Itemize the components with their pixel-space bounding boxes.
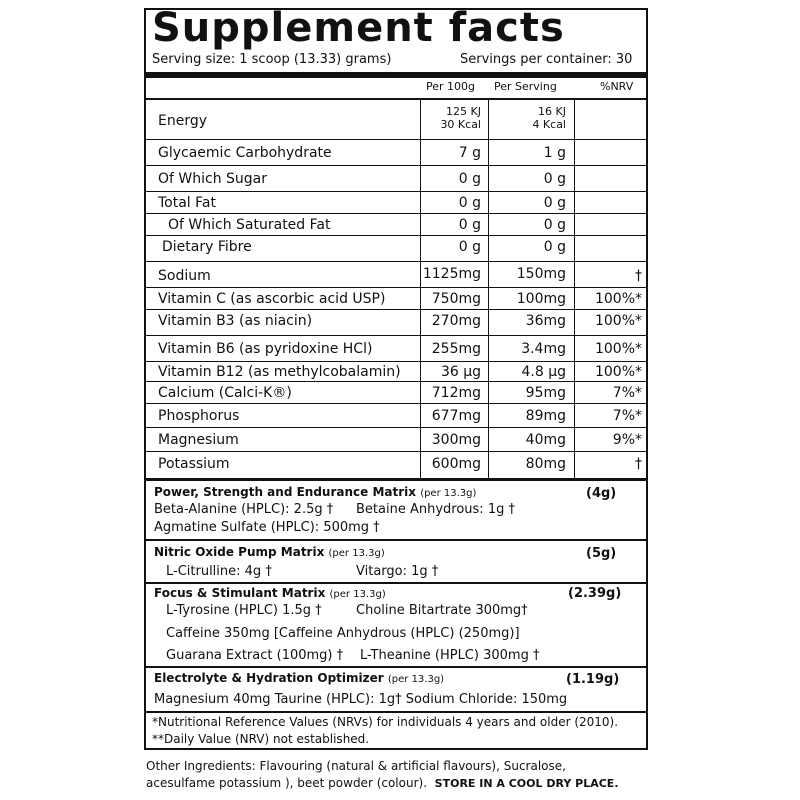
- servings-per-container: Servings per container: 30: [460, 52, 633, 67]
- nutrient-row: [146, 336, 646, 362]
- dv-footnote: **Daily Value (NRV) not established.: [152, 732, 370, 746]
- focus-matrix-per: (per 13.3g): [329, 589, 386, 600]
- row-per100: 0 g: [458, 195, 481, 211]
- column-divider: [574, 100, 575, 478]
- power-matrix-line: Beta-Alanine (HPLC): 2.5g †: [154, 502, 334, 517]
- row-nrv: †: [635, 456, 642, 472]
- row-label: Magnesium: [158, 432, 239, 448]
- nutrient-row: [146, 362, 646, 382]
- row-nrv: 100%*: [594, 291, 642, 307]
- nutrient-row: [146, 166, 646, 192]
- nutrient-row: [146, 382, 646, 404]
- electrolyte-matrix-per: (per 13.3g): [387, 674, 445, 685]
- row-nrv: †: [635, 268, 642, 284]
- row-per100: 0 g: [458, 171, 481, 187]
- row-per100: 7 g: [458, 145, 481, 161]
- nitric-matrix-line: Vitargo: 1g †: [356, 564, 439, 579]
- other-ingredients-text: acesulfame potassium ), beet powder (colour).: [146, 776, 428, 790]
- power-matrix-amount: (4g): [586, 486, 617, 501]
- nutrient-row: [146, 214, 646, 236]
- row-nrv: 100%*: [594, 313, 642, 329]
- other-ingredients-line-2: [146, 775, 619, 792]
- row-per100: 677mg: [431, 408, 481, 424]
- section-divider: [146, 539, 646, 541]
- nutrient-row: [146, 310, 646, 336]
- focus-matrix-line: L-Tyrosine (HPLC) 1.5g †: [166, 603, 322, 618]
- row-per100: 1125mg: [422, 266, 481, 282]
- row-label: Vitamin B12 (as methylcobalamin): [158, 364, 401, 380]
- energy-per100-kcal: 30 Kcal: [440, 118, 481, 131]
- row-serving: 0 g: [543, 195, 566, 211]
- column-header-per-serving: Per Serving: [494, 80, 557, 93]
- energy-serving-kcal: 4 Kcal: [532, 118, 566, 131]
- focus-matrix-line: Guarana Extract (100mg) †: [166, 648, 344, 663]
- row-serving: 95mg: [525, 385, 566, 401]
- row-serving: 36mg: [525, 313, 566, 329]
- nitric-matrix-name: Nitric Oxide Pump Matrix: [154, 545, 325, 559]
- electrolyte-matrix-name: Electrolyte & Hydration Optimizer: [154, 671, 384, 685]
- nutrient-row: [146, 428, 646, 452]
- row-label: Vitamin C (as ascorbic acid USP): [158, 291, 386, 307]
- row-serving: 1 g: [543, 145, 566, 161]
- electrolyte-matrix-amount: (1.19g): [566, 672, 620, 687]
- row-per100: 750mg: [431, 291, 481, 307]
- row-label: Phosphorus: [158, 408, 240, 424]
- thick-divider: [146, 72, 646, 78]
- row-serving: 0 g: [543, 217, 566, 233]
- focus-matrix-line: Choline Bitartrate 300mg†: [356, 603, 528, 618]
- row-per100: 712mg: [431, 385, 481, 401]
- focus-matrix-amount: (2.39g): [568, 586, 622, 601]
- row-serving: 0 g: [543, 239, 566, 255]
- nitric-matrix-title: [154, 545, 385, 561]
- nutrient-row: [146, 140, 646, 166]
- focus-matrix-name: Focus & Stimulant Matrix: [154, 586, 326, 600]
- power-matrix-title: [154, 485, 476, 501]
- power-matrix-per: (per 13.3g): [420, 488, 477, 499]
- section-divider: [146, 478, 646, 481]
- focus-matrix-title: [154, 586, 386, 602]
- column-header-per100: Per 100g: [426, 80, 476, 93]
- section-divider: [146, 666, 646, 668]
- power-matrix-name: Power, Strength and Endurance Matrix: [154, 485, 416, 499]
- nutrient-row: [146, 262, 646, 288]
- power-matrix-line: Agmatine Sulfate (HPLC): 500mg †: [154, 520, 380, 535]
- label-title: Supplement facts: [152, 5, 565, 51]
- electrolyte-matrix-title: [154, 671, 444, 687]
- energy-per100-kj: 125 KJ: [446, 105, 481, 118]
- row-serving: 0 g: [543, 171, 566, 187]
- row-label: Vitamin B3 (as niacin): [158, 313, 313, 329]
- nutrient-row: [146, 404, 646, 428]
- row-per100: 0 g: [458, 239, 481, 255]
- row-per100: 600mg: [431, 456, 481, 472]
- row-per100: 36 µg: [440, 364, 481, 380]
- column-header-nrv: %NRV: [600, 80, 634, 93]
- row-serving: 89mg: [525, 408, 566, 424]
- row-label: Potassium: [158, 456, 230, 472]
- row-serving: 3.4mg: [521, 341, 566, 357]
- focus-matrix-line: Caffeine 350mg [Caffeine Anhydrous (HPLC) (250mg)]: [166, 626, 520, 641]
- row-label: Dietary Fibre: [162, 239, 252, 255]
- nitric-matrix-line: L-Citrulline: 4g †: [166, 564, 272, 579]
- row-per100: 0 g: [458, 217, 481, 233]
- section-divider: [146, 711, 646, 713]
- energy-row: [146, 100, 646, 140]
- row-label: Calcium (Calci-K®): [158, 385, 292, 401]
- row-label: Total Fat: [158, 195, 216, 211]
- column-divider: [488, 100, 489, 478]
- row-label: Vitamin B6 (as pyridoxine HCl): [158, 341, 373, 357]
- row-label: Glycaemic Carbohydrate: [158, 145, 332, 161]
- section-divider: [146, 582, 646, 584]
- energy-serving-kj: 16 KJ: [538, 105, 566, 118]
- serving-size: Serving size: 1 scoop (13.33) grams): [152, 52, 392, 67]
- power-matrix-line: Betaine Anhydrous: 1g †: [356, 502, 515, 517]
- row-label: Energy: [158, 113, 208, 129]
- nitric-matrix-per: (per 13.3g): [328, 548, 385, 559]
- storage-instruction: STORE IN A COOL DRY PLACE.: [434, 777, 619, 790]
- row-label: Sodium: [158, 268, 211, 284]
- row-nrv: 9%*: [612, 432, 642, 448]
- row-serving: 80mg: [525, 456, 566, 472]
- row-serving: 40mg: [525, 432, 566, 448]
- row-nrv: 100%*: [594, 364, 642, 380]
- row-serving: 4.8 µg: [521, 364, 566, 380]
- other-ingredients-line: Other Ingredients: Flavouring (natural & artificial flavours), Sucralose,: [146, 759, 566, 773]
- column-divider: [420, 100, 421, 478]
- row-nrv: 7%*: [612, 408, 642, 424]
- row-per100: 270mg: [431, 313, 481, 329]
- nutrient-row: [146, 288, 646, 310]
- row-per100: 300mg: [431, 432, 481, 448]
- nutrient-row: [146, 236, 646, 262]
- nrv-footnote: *Nutritional Reference Values (NRVs) for individuals 4 years and older (2010).: [152, 715, 619, 729]
- row-nrv: 7%*: [612, 385, 642, 401]
- row-label: Of Which Saturated Fat: [168, 217, 331, 233]
- electrolyte-matrix-line: Magnesium 40mg Taurine (HPLC): 1g† Sodium Chloride: 150mg: [154, 692, 568, 707]
- nutrient-row: [146, 452, 646, 478]
- nitric-matrix-amount: (5g): [586, 546, 617, 561]
- row-per100: 255mg: [431, 341, 481, 357]
- nutrient-row: [146, 192, 646, 214]
- row-serving: 150mg: [516, 266, 566, 282]
- row-serving: 100mg: [516, 291, 566, 307]
- focus-matrix-line: L-Theanine (HPLC) 300mg †: [360, 648, 540, 663]
- row-label: Of Which Sugar: [158, 171, 268, 187]
- row-nrv: 100%*: [594, 341, 642, 357]
